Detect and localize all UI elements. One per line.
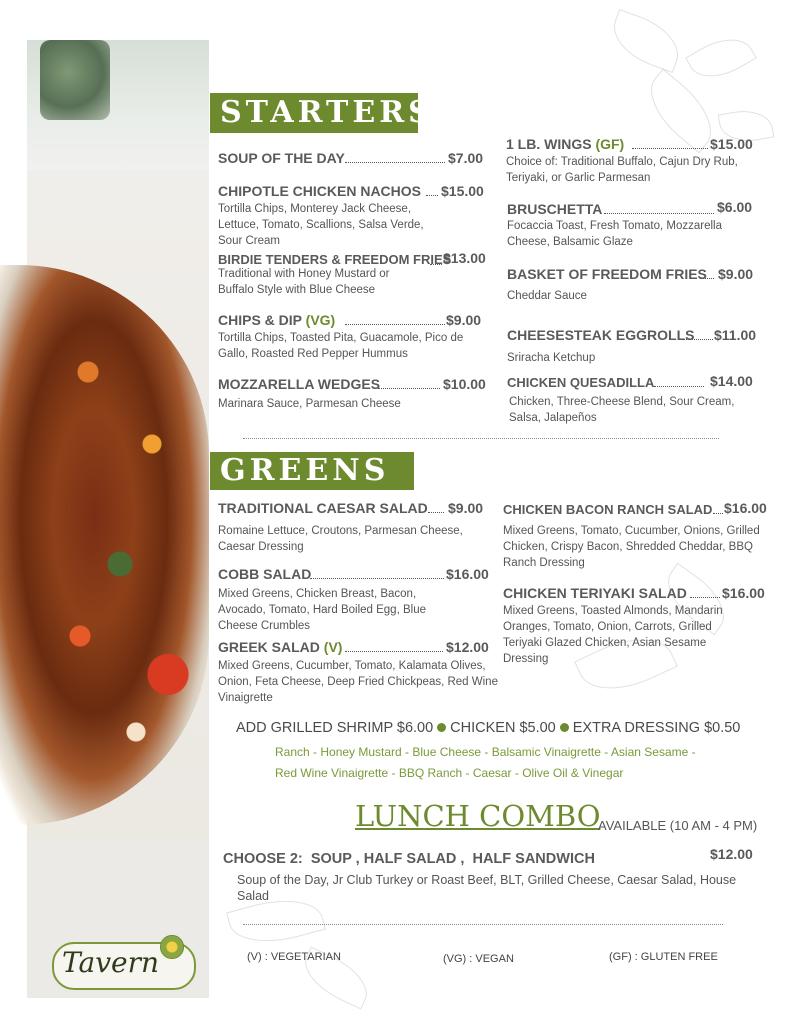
menu-item-description: Tortilla Chips, Monterey Jack Cheese, Lettuce, Tomato, Scallions, Salsa Verde, Sour Cream	[218, 203, 424, 247]
legend-gluten-free: (GF) : GLUTEN FREE	[609, 951, 718, 963]
menu-item-price: $16.00	[446, 566, 489, 582]
menu-item-name: COBB SALAD	[218, 566, 312, 582]
dot-leader	[378, 388, 440, 389]
menu-item-description: Mixed Greens, Cucumber, Tomato, Kalamata Olives, Onion, Feta Cheese, Deep Fried Chickpeas, Red Wine Vinaigrette	[218, 660, 498, 704]
menu-item-name-text: GREEK SALAD	[218, 639, 320, 655]
menu-item-price: $6.00	[717, 199, 753, 215]
menu-item-name: CHICKEN QUESADILLA	[507, 375, 655, 390]
addons-line	[236, 720, 740, 736]
menu-item-price: $16.00	[724, 500, 767, 516]
menu-item-name-text: CHIPS & DIP	[218, 312, 302, 328]
menu-item-description: Chicken, Three-Cheese Blend, Sour Cream, Salsa, Jalapeños	[509, 396, 735, 424]
lunch-combo-heading: LUNCH COMBO	[355, 799, 601, 833]
legend-vegan: (VG) : VEGAN	[443, 953, 514, 965]
menu-item-name: BIRDIE TENDERS & FREEDOM FRIES	[218, 252, 452, 267]
menu-item-name: SOUP OF THE DAY	[218, 150, 345, 166]
section-divider	[243, 438, 719, 439]
lunch-combo-title: CHOOSE 2: SOUP , HALF SALAD , HALF SANDWICH	[223, 851, 595, 867]
leaf-decoration-icon	[685, 27, 757, 89]
menu-item-name: BRUSCHETTA	[507, 201, 603, 217]
addon-dressing: EXTRA DRESSING $0.50	[572, 720, 741, 736]
menu-item-price: $15.00	[710, 136, 753, 152]
menu-item-price: $13.00	[443, 250, 486, 266]
menu-item-name: BASKET OF FREEDOM FRIES	[507, 266, 707, 282]
menu-item-price: $9.00	[448, 500, 484, 516]
dot-leader	[690, 597, 720, 598]
lunch-availability: AVAILABLE (10 AM - 4 PM)	[598, 818, 758, 833]
menu-item-name: CHICKEN TERIYAKI SALAD	[503, 585, 687, 601]
lunch-combo-description: Soup of the Day, Jr Club Turkey or Roast Beef, BLT, Grilled Cheese, Caesar Salad, House Salad	[237, 873, 737, 903]
plant-image	[40, 40, 110, 120]
dot-leader	[683, 339, 713, 340]
greens-heading: GREENS	[210, 452, 414, 490]
dot-leader	[345, 324, 445, 325]
menu-item-name: TRADITIONAL CAESAR SALAD	[218, 500, 428, 516]
dot-leader	[430, 264, 442, 265]
menu-item-description: Mixed Greens, Chicken Breast, Bacon, Avocado, Tomato, Hard Boiled Egg, Blue Cheese Crumbles	[218, 588, 426, 632]
dot-leader	[713, 513, 723, 514]
dot-leader	[654, 386, 704, 387]
food-detail-image	[40, 300, 200, 780]
dot-leader	[426, 195, 438, 196]
menu-item-price: $14.00	[710, 373, 753, 389]
legend-vegetarian: (V) : VEGETARIAN	[247, 951, 341, 963]
menu-item-description: Traditional with Honey Mustard or Buffalo Style with Blue Cheese	[218, 268, 390, 296]
menu-item-name	[218, 312, 335, 328]
menu-item-price: $9.00	[446, 312, 482, 328]
menu-item-price: $7.00	[448, 150, 484, 166]
menu-item-description: Sriracha Ketchup	[507, 352, 596, 364]
vegan-tag: (VG)	[305, 312, 336, 328]
addon-shrimp: ADD GRILLED SHRIMP $6.00	[236, 720, 434, 736]
menu-item-price: $15.00	[441, 183, 484, 199]
starters-heading: STARTERS	[210, 93, 418, 133]
menu-item-price: $11.00	[714, 327, 757, 343]
menu-item-name	[218, 639, 342, 655]
menu-item-price: $12.00	[446, 639, 489, 655]
gluten-free-tag: (GF)	[595, 136, 625, 152]
golf-ball-icon	[160, 935, 184, 959]
menu-item-price: $9.00	[718, 266, 754, 282]
addon-chicken: CHICKEN $5.00	[450, 720, 556, 736]
menu-item-description: Tortilla Chips, Toasted Pita, Guacamole, Pico de Gallo, Roasted Red Pepper Hummus	[218, 332, 464, 360]
menu-item-price: $16.00	[722, 585, 765, 601]
menu-item-description: Romaine Lettuce, Croutons, Parmesan Cheese, Caesar Dressing	[218, 525, 463, 553]
menu-item-description: Choice of: Traditional Buffalo, Cajun Dry Rub, Teriyaki, or Garlic Parmesan	[506, 156, 738, 184]
dot-leader	[700, 278, 714, 279]
menu-item-name: CHICKEN BACON RANCH SALAD	[503, 502, 713, 517]
dot-leader	[310, 578, 444, 579]
dressing-options: Red Wine Vinaigrette - BBQ Ranch - Caesar - Olive Oil & Vinegar	[275, 766, 624, 780]
menu-item-description: Mixed Greens, Toasted Almonds, Mandarin Oranges, Tomato, Onion, Carrots, Grilled Teriyaki Glazed Chicken, Asian Sesame Dressing	[503, 605, 723, 665]
dot-leader	[428, 512, 444, 513]
dot-leader	[345, 651, 443, 652]
menu-item-description: Focaccia Toast, Fresh Tomato, Mozzarella Cheese, Balsamic Glaze	[507, 220, 722, 248]
bullet-icon	[437, 723, 446, 732]
menu-item-description: Cheddar Sauce	[507, 290, 587, 302]
dot-leader	[604, 213, 714, 214]
lunch-combo-price: $12.00	[710, 846, 753, 862]
menu-item-name	[506, 136, 624, 152]
section-divider	[243, 924, 723, 925]
dot-leader	[345, 162, 445, 163]
dot-leader	[632, 148, 708, 149]
vegetarian-tag: (V)	[323, 639, 343, 655]
logo-text: Tavern	[62, 946, 160, 979]
dressing-options: Ranch - Honey Mustard - Blue Cheese - Balsamic Vinaigrette - Asian Sesame -	[275, 745, 696, 759]
menu-item-price: $10.00	[443, 376, 486, 392]
menu-item-name: MOZZARELLA WEDGES	[218, 376, 381, 392]
menu-item-name: CHIPOTLE CHICKEN NACHOS	[218, 183, 422, 199]
bullet-icon	[560, 723, 569, 732]
menu-item-name: CHEESESTEAK EGGROLLS	[507, 327, 695, 343]
leaf-decoration-icon	[605, 9, 687, 73]
menu-item-description: Marinara Sauce, Parmesan Cheese	[218, 398, 401, 410]
menu-item-name-text: 1 LB. WINGS	[506, 136, 592, 152]
menu-item-description: Mixed Greens, Tomato, Cucumber, Onions, Grilled Chicken, Crispy Bacon, Shredded Cheddar, BBQ Ranch Dressing	[503, 525, 760, 569]
